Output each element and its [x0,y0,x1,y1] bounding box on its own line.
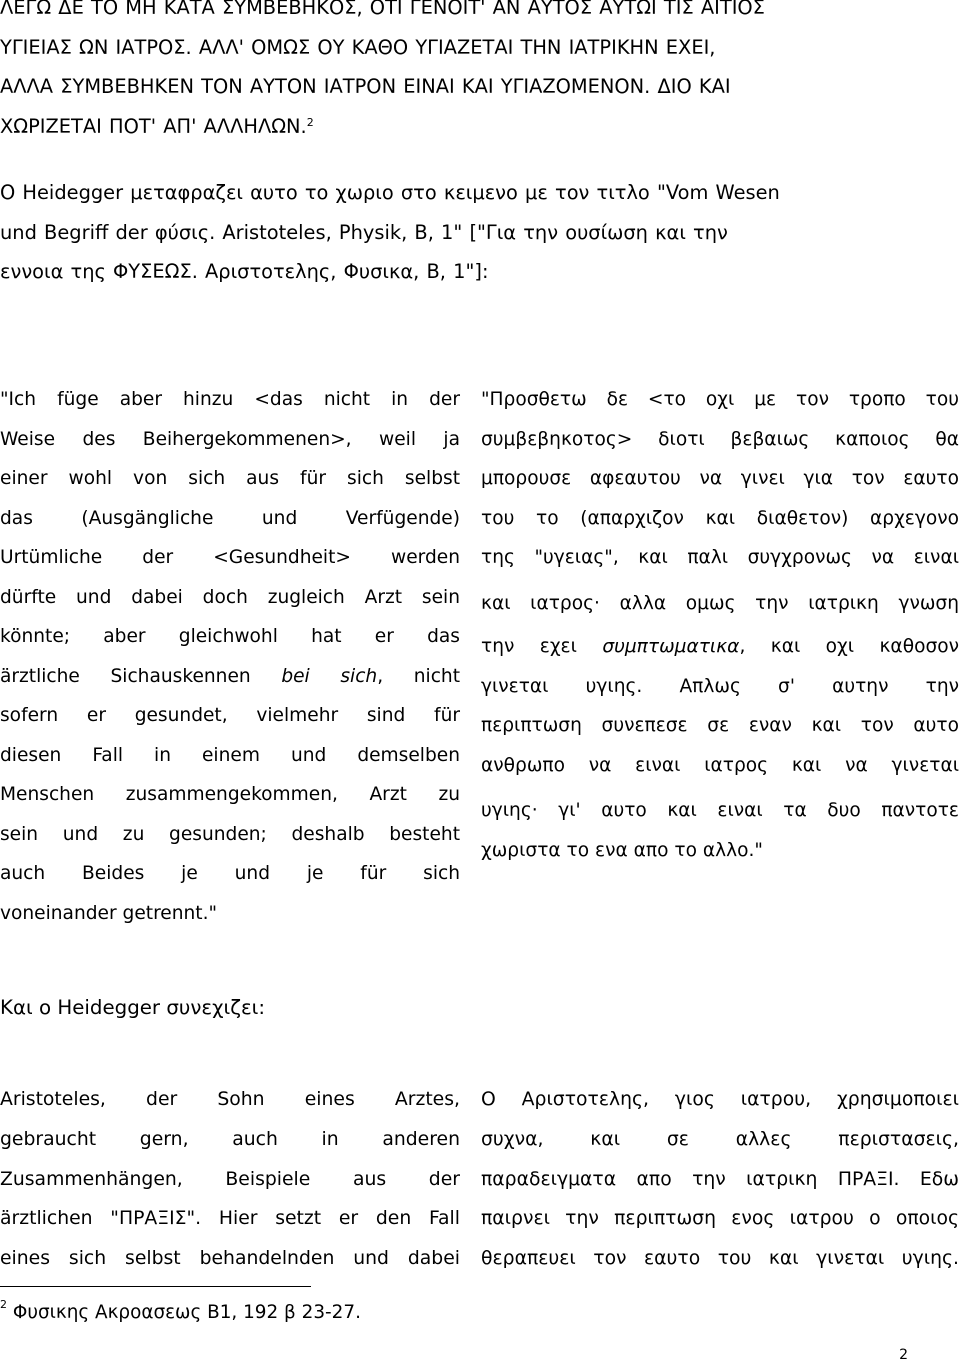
text-line: einer wohl von sich aus für sich selbst [0,468,460,489]
intro-paragraph-translation-note [0,173,960,292]
intro-line-text: ΧΩΡΙΖΕΤΑΙ ΠΟΤ' ΑΠ' ΑΛΛΗΛΩΝ. [0,114,307,138]
text-line: könnte; aber gleichwohl hat er das [0,626,460,647]
german-quote-column [0,380,460,933]
text-line: gebraucht gern, auch in anderen [0,1128,460,1150]
intro-text [0,0,960,292]
greek-translation-column [481,380,959,870]
text-fragment: την εχει [481,636,603,657]
intro-line [0,107,960,147]
intro-line: und Begriff der φύσις. Aristoteles, Physik, B, 1" ["Για την ουσίωση και την [0,220,728,244]
text-line: ärztlichen "ΠΡΑΞΙΣ". Hier setzt er den Fall [0,1208,460,1230]
text-line: περιπτωση συνεπεσε σε εναν και τον αυτο [481,715,959,736]
intro-line: Ο Heidegger μεταφραζει αυτο το χωριο στο κειμενο με τον τιτλο "Vom Wesen [0,181,780,204]
text-line: της "υγειας", και παλι συγχρονως να ειναι [481,547,959,568]
intro-line: ΑΛΛΑ ΣΥΜΒΕΒΗΚΕΝ ΤΟΝ ΑΥΤΟΝ ΙΑΤΡΟΝ ΕΙΝΑΙ ΚΑΙ ΥΓΙΑΖΟΜΕΝΟΝ. ΔΙΟ ΚΑΙ [0,75,731,98]
text-line: das (Ausgängliche und Verfügende) [0,507,460,529]
text-line: Menschen zusammengekommen, Arzt zu [0,784,460,805]
text-line: eines sich selbst behandelnden und dabei [0,1248,460,1270]
text-fragment: , και οχι καθοσον [739,636,959,657]
section-heading: Και ο Heidegger συνεχιζει: [0,996,266,1019]
text-line: auch Beides je und je für sich [0,863,460,884]
text-line: γινεται υγιης. Απλως σ' αυτην την [481,675,959,697]
text-line: μπορουσε αφεαυτου να γινει για τον εαυτο [481,468,959,489]
footnote [0,1298,361,1323]
text-line: "Προσθετω δε <το οχι με τον τροπο του [481,389,959,410]
text-fragment: , nicht [377,665,461,687]
greek-translation-column-2 [481,1080,959,1279]
text-line [0,657,460,697]
footnote-divider [0,1286,311,1287]
text-line: Urtümliche der <Gesundheit> werden [0,547,460,568]
text-line: του το (απαρχιζον και διαθετον) αρχεγονο [481,507,959,529]
text-line: sein und zu gesunden; deshalb besteht [0,823,460,845]
german-quote-column-2 [0,1080,460,1279]
footnote-text: Φυσικης Ακροασεως Β1, 192 β 23-27. [12,1302,361,1323]
italic-phrase: συμπτωματικα [602,636,740,657]
text-line: dürfte und dabei doch zugleich Arzt sein [0,586,460,608]
text-line: συμβεβηκοτος> διοτι βεβαιως καποιος θα [481,428,959,450]
text-line: παραδειγματα απο την ιατρικη ΠΡΑΞΙ. Εδω [481,1168,959,1190]
text-line: diesen Fall in einem und demselben [0,744,460,766]
text-line: voneinander getrennt." [0,902,218,924]
text-fragment: ärztliche Sichauskennen [0,665,282,687]
footnote-mark: 2 [0,1298,7,1311]
text-line [481,627,959,667]
text-line: Weise des Beihergekommenen>, weil ja [0,428,460,450]
footnote-reference[interactable]: 2 [306,115,314,129]
text-line: Ο Αριστοτελης, γιος ιατρου, χρησιμοποιει [481,1089,959,1110]
intro-paragraph-quote [0,0,960,146]
text-line: Zusammenhängen, Beispiele aus der [0,1168,460,1190]
text-line: υγιης· γι' αυτο και ειναι τα δυο παντοτε [481,800,959,821]
text-line: θεραπευει τον εαυτο του και γινεται υγιης. [481,1248,959,1270]
page-number: 2 [899,1347,908,1363]
intro-line: εννοια της ΦΥΣΕΩΣ. Αριστοτελης, Φυσικα, Β, 1"]: [0,260,489,283]
text-line: "Ich füge aber hinzu <das nicht in der [0,389,460,410]
text-line: παιρνει την περιπτωση ενος ιατρου ο οποιος [481,1208,959,1230]
intro-line: ΥΓΙΕΙΑΣ ΩΝ ΙΑΤΡΟΣ. ΑΛΛ' ΟΜΩΣ ΟΥ ΚΑΘΟ ΥΓΙΑΖΕΤΑΙ ΤΗΝ ΙΑΤΡΙΚΗΝ ΕΧΕΙ, [0,35,716,59]
intro-line: ΛΕΓΩ ΔΕ ΤΟ ΜΗ ΚΑΤΑ ΣΥΜΒΕΒΗΚΟΣ, ΟΤΙ ΓΕΝΟΙΤ' ΑΝ ΑΥΤΟΣ ΑΥΤΩΙ ΤΙΣ ΑΙΤΙΟΣ [0,0,765,19]
text-line: χωριστα το ενα απο το αλλο." [481,839,763,861]
text-line: Aristoteles, der Sohn eines Arztes, [0,1089,460,1110]
italic-phrase: bei sich [281,665,378,687]
text-line: συχνα, και σε αλλες περιστασεις, [481,1128,959,1150]
text-line: ανθρωπο να ειναι ιατρος και να γινεται [481,754,959,776]
text-line: και ιατρος· αλλα ομως την ιατρικη γνωση [481,592,959,614]
text-line: sofern er gesundet, vielmehr sind für [0,705,460,726]
